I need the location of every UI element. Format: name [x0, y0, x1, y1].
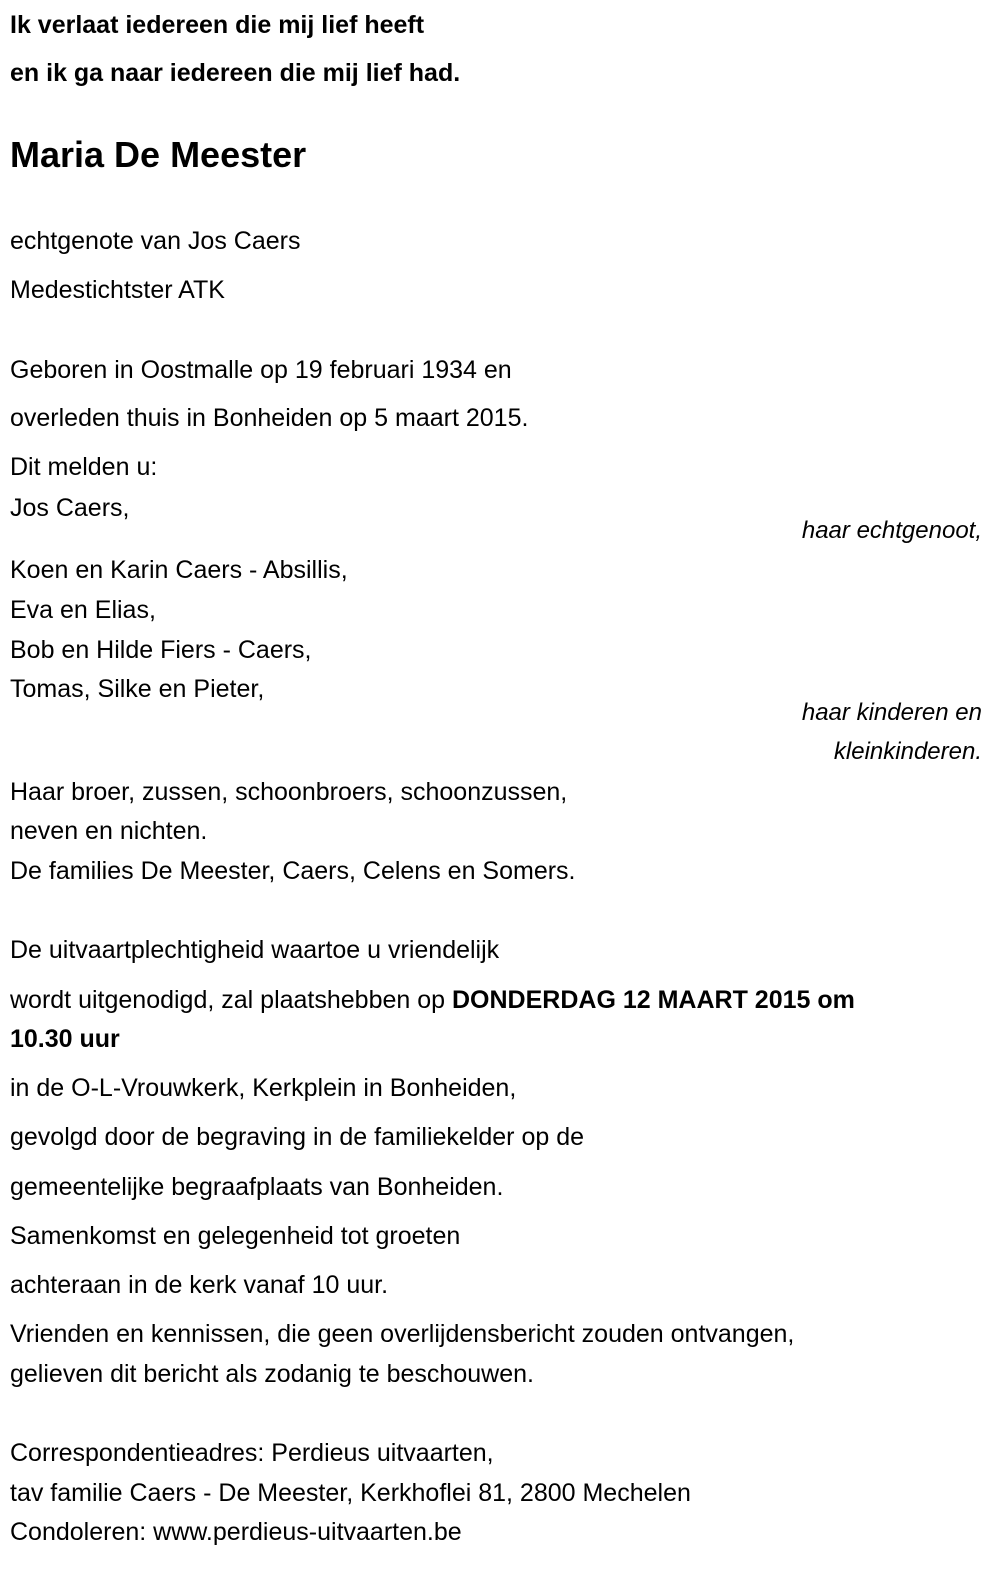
condolence-link: Condoleren: www.perdieus-uitvaarten.be — [10, 1518, 462, 1546]
spouse-name: Jos Caers, — [10, 494, 130, 522]
family-line: De families De Meester, Caers, Celens en Somers. — [10, 857, 576, 885]
correspondence-line: Correspondentieadres: Perdieus uitvaarten, — [10, 1439, 494, 1467]
children-line: Eva en Elias, — [10, 596, 156, 624]
funeral-line — [10, 985, 855, 1015]
children-line: Bob en Hilde Fiers - Caers, — [10, 636, 312, 664]
role-line: echtgenote van Jos Caers — [10, 227, 301, 255]
birth-death-line: overleden thuis in Bonheiden op 5 maart 2015. — [10, 404, 529, 432]
funeral-line: in de O-L-Vrouwkerk, Kerkplein in Bonheiden, — [10, 1074, 517, 1102]
children-line: Tomas, Silke en Pieter, — [10, 675, 265, 703]
deceased-name: Maria De Meester — [10, 134, 307, 175]
spouse-relation: haar echtgenoot, — [801, 517, 982, 544]
correspondence-line: tav familie Caers - De Meester, Kerkhoflei 81, 2800 Mechelen — [10, 1479, 691, 1507]
announce-intro: Dit melden u: — [10, 453, 158, 481]
funeral-date: DONDERDAG 12 MAART 2015 om — [452, 986, 855, 1014]
funeral-time: 10.30 uur — [10, 1025, 120, 1053]
funeral-line: gelieven dit bericht als zodanig te beschouwen. — [10, 1360, 534, 1388]
funeral-line: achteraan in de kerk vanaf 10 uur. — [10, 1271, 389, 1299]
children-relation: haar kinderen en — [801, 699, 982, 726]
family-line: Haar broer, zussen, schoonbroers, schoonzussen, — [10, 778, 568, 806]
family-line: neven en nichten. — [10, 817, 208, 845]
children-line: Koen en Karin Caers - Absillis, — [10, 556, 348, 584]
children-relation: kleinkinderen. — [833, 738, 982, 765]
motto-line: en ik ga naar iedereen die mij lief had. — [10, 59, 461, 87]
funeral-line: Vrienden en kennissen, die geen overlijdensbericht zouden ontvangen, — [10, 1320, 795, 1348]
motto-line: Ik verlaat iedereen die mij lief heeft — [10, 11, 425, 39]
funeral-invite-text: wordt uitgenodigd, zal plaatshebben op — [10, 986, 452, 1014]
funeral-line: Samenkomst en gelegenheid tot groeten — [10, 1222, 461, 1250]
funeral-line: De uitvaartplechtigheid waartoe u vriendelijk — [10, 936, 500, 964]
funeral-line: gevolgd door de begraving in de familiekelder op de — [10, 1123, 584, 1151]
role-line: Medestichtster ATK — [10, 276, 225, 304]
funeral-line: gemeentelijke begraafplaats van Bonheiden. — [10, 1173, 504, 1201]
birth-death-line: Geboren in Oostmalle op 19 februari 1934 en — [10, 356, 512, 384]
